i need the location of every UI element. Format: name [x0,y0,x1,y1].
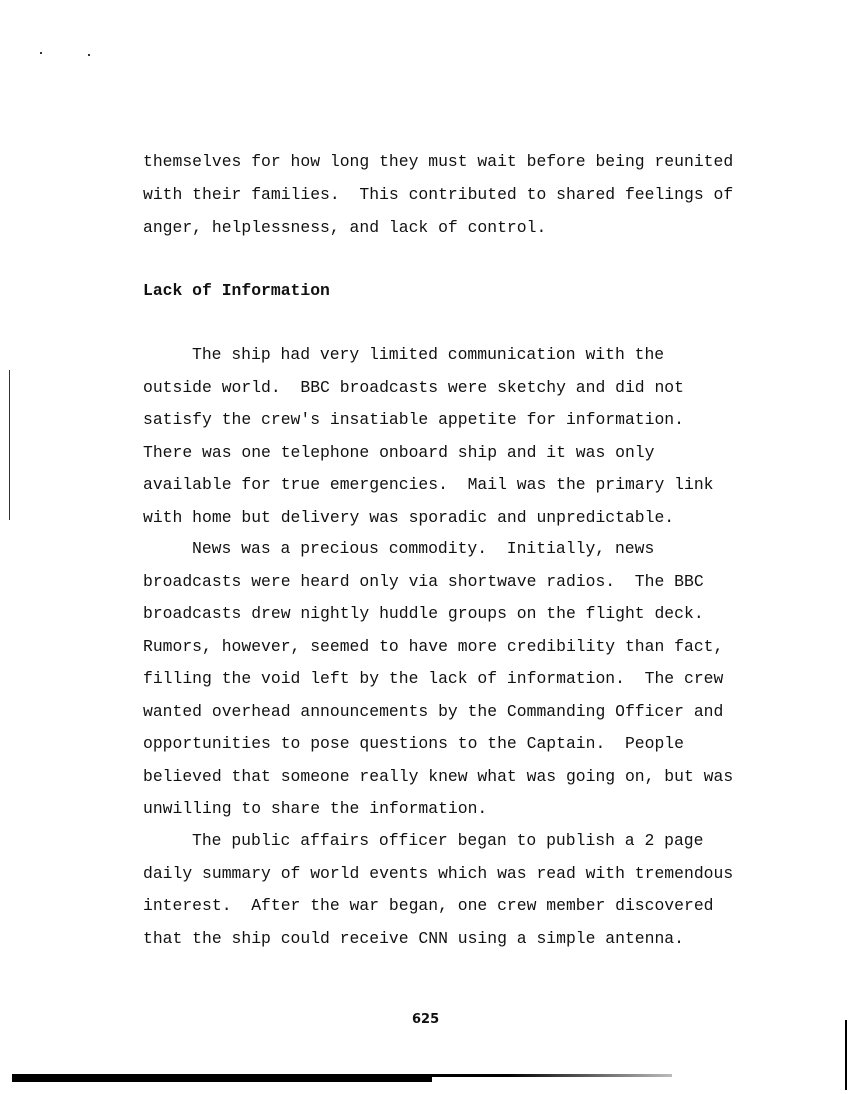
text-line: The public affairs officer began to publish a 2 page [192,831,704,850]
text-line: There was one telephone onboard ship and it was only [143,443,655,462]
text-line: Rumors, however, seemed to have more credibility than fact, [143,637,724,656]
text-line: unwilling to share the information. [143,799,488,818]
text-line: with home but delivery was sporadic and unpredictable. [143,508,675,527]
section-heading: Lack of Information [143,281,330,300]
text-line: themselves for how long they must wait before being reunited [143,152,734,171]
text-line: satisfy the crew's insatiable appetite for information. [143,410,684,429]
text-line: anger, helplessness, and lack of control. [143,218,547,237]
text-line: with their families. This contributed to shared feelings of [143,185,734,204]
text-line: outside world. BBC broadcasts were sketchy and did not [143,378,684,397]
text-line: News was a precious commodity. Initially, news [192,539,655,558]
scan-artifact-left-line [9,370,10,520]
text-line: interest. After the war began, one crew member discovered [143,896,714,915]
scan-edge-bar-thick [12,1076,432,1082]
text-line: believed that someone really knew what was going on, but was [143,767,734,786]
page-number: 625 [412,1012,440,1027]
text-line: filling the void left by the lack of information. The crew [143,669,724,688]
text-line: wanted overhead announcements by the Commanding Officer and [143,702,724,721]
text-line: daily summary of world events which was read with tremendous [143,864,734,883]
text-line: opportunities to pose questions to the Captain. People [143,734,684,753]
text-line: that the ship could receive CNN using a simple antenna. [143,929,684,948]
text-line: broadcasts were heard only via shortwave radios. The BBC [143,572,704,591]
text-line: available for true emergencies. Mail was the primary link [143,475,714,494]
scan-artifact-right-line [845,1020,847,1090]
text-line: The ship had very limited communication with the [192,345,665,364]
scan-speck [88,54,90,56]
scan-speck [40,52,42,54]
text-line: broadcasts drew nightly huddle groups on the flight deck. [143,604,704,623]
